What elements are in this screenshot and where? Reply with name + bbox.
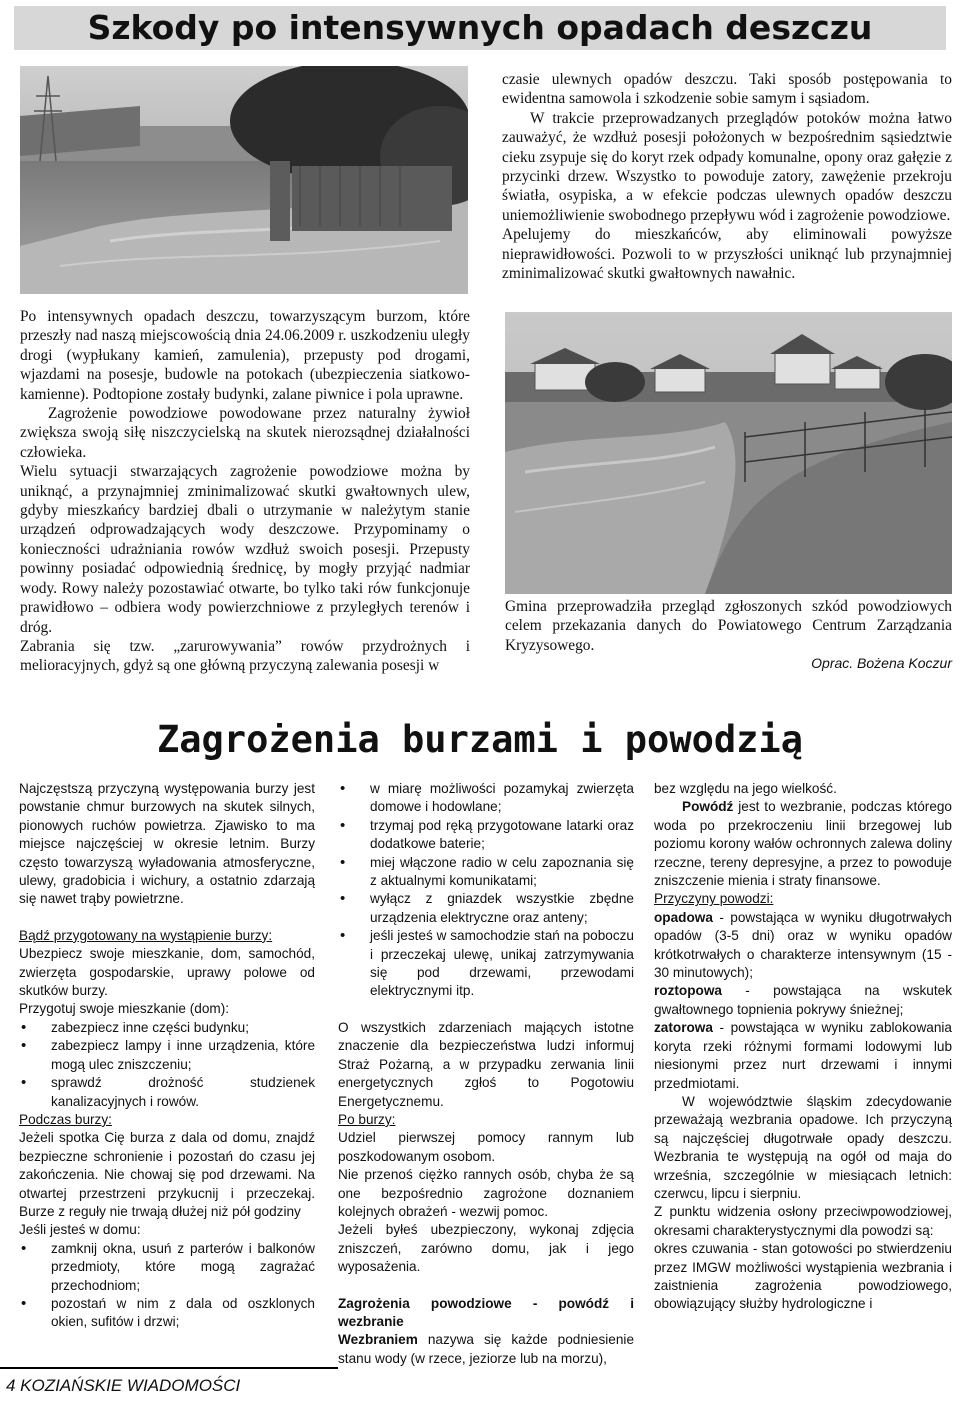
term-bold: zatorowa: [654, 1020, 713, 1036]
at-home-intro: Jeśli jesteś w domu:: [19, 1222, 141, 1238]
storm-column-2: [338, 780, 634, 1368]
cause-item: [654, 909, 952, 983]
term-bold: roztopowa: [654, 983, 722, 999]
powodz-text: jest to wezbranie, podczas którego woda po przekroczeniu linii brzegowej lub poziomu korony wałów ochronnych zalewa doliny rzeczne, tereny depresyjne, a przez to powoduje zniszczenie mienia i straty finansowe.: [654, 799, 952, 889]
after-heading: Po burzy:: [338, 1111, 396, 1127]
list-item: • trzymaj pod ręką przygotowane latarki oraz dodatkowe baterie;: [338, 817, 634, 854]
list-item: • zabezpiecz lampy i inne urządzenia, które mogą ulec zniszczeniu;: [19, 1037, 315, 1074]
powodz-paragraph: [654, 798, 952, 890]
article-paragraph: Po intensywnych opadach deszczu, towarzyszącym burzom, które przeszły nad naszą miejscowością dnia 24.06.2009 r. uszkodzeniu uległy drogi (wypłukany kamień, zamulenia), przepusty pod drogami, wjazdami na posesje, budowle na potokach (ubezpieczenia siatkowo-kamienne). Podtopione zostały budynki, zalane piwnice i pola uprawne.: [20, 308, 470, 403]
article-paragraph: Zagrożenie powodziowe powodowane przez naturalny żywioł zwiększa swoją siłę niszczycielską na skutek nierozsądnej działalności człowieka.: [20, 405, 470, 461]
author-credit: Oprac. Bożena Koczur: [811, 655, 952, 671]
intro-paragraph: Najczęstszą przyczyną występowania burzy jest powstanie chmur burzowych na skutek silnych, pionowych ruchów powietrza. Zjawisko to ma miejsce najczęściej w okresie letnim. Burzy często towarzyszą wyładowania atmosferyczne, ulewy, gradobicia i wichury, a ostatnio zdarzają się nawet trąby powietrzne.: [19, 781, 315, 907]
flood-paragraph: [338, 1331, 634, 1368]
prepare-paragraph: Ubezpiecz swoje mieszkanie, dom, samochód, zwierzęta gospodarskie, uprawy polowe od skutków burzy.: [19, 946, 315, 999]
defense-paragraph: Z punktu widzenia osłony przeciwpowodziowej, okresami charakterystycznymi dla powodzi są:: [654, 1204, 952, 1238]
article-paragraph: Wielu sytuacji stwarzających zagrożenie powodziowe można by uniknąć, a przynajmniej zminimalizować skutki gwałtownych ulew, gdyby mieszkańcy bardziej dbali o utrzymanie w należytym stanie urządzeń odprowadzających wody deszczowe. Przypominamy o konieczności udrażniania rowów wzdłuż swoich posesji. Przepusty powinny posiadać odpowiednią średnicę, by mogły przyjąć nadmiar wody. Rowy należy pozostawiać otwarte, bo tylko taki rów funkcjonuje prawidłowo – odbiera wody powierzchniowe z przyległych terenów i dróg.: [20, 463, 470, 636]
cause-item: [654, 1019, 952, 1093]
causes-heading: Przyczyny powodzi:: [654, 891, 774, 907]
continuation: bez względu na jego wielkość.: [654, 781, 837, 796]
flood-text: nazywa się każde podniesienie stanu wody (w rzece, jeziorze lub na morzu),: [338, 1332, 634, 1366]
list-item: • pozostań w nim z dala od oszklonych okien, sufitów i drzwi;: [19, 1295, 315, 1332]
home-bullet-list: [19, 1019, 315, 1111]
term-bold: Powódź: [682, 799, 734, 815]
flood-photo-fence: [20, 66, 468, 294]
cause-text: - powstająca w wyniku długotrwałych opadów (3-5 dni) oraz w wyniku opadów krótkotrwałych o charakterze intensywnym (15 - 30 minutowych);: [654, 909, 952, 981]
after-paragraph: Jeżeli byłeś ubezpieczony, wykonaj zdjęcia zniszczeń, zarówno domu, jak i jego wyposażenia.: [338, 1222, 634, 1275]
term-bold: Wezbraniem: [338, 1332, 418, 1348]
term-bold: opadowa: [654, 909, 713, 925]
during-paragraph: Jeżeli spotka Cię burza z dala od domu, znajdź bezpieczne schronienie i pozostań do czasu jej zakończenia. Nie chowaj się pod drzewami. Na otwartej przestrzeni przykucnij i przeczekaj. Burze z reguły nie trwają dłużej niż pół godziny: [19, 1130, 315, 1219]
silesia-paragraph: W województwie śląskim zdecydowanie przeważają wezbrania opadowe. Ich przyczyną są najczęściej długotrwałe opady deszczu. Wezbrania te występują na ogół od maja do września, szczególnie w miesiącach letnich: czerwcu, lipcu i sierpniu.: [654, 1093, 952, 1201]
list-item: • jeśli jesteś w samochodzie stań na poboczu i przeczekaj ulewę, unikaj zatrzymywania się pod drzewami, przewodami elektrycznymi itp.: [338, 927, 634, 1001]
storm-column-3: [654, 780, 952, 1314]
page-title: Szkody po intensywnych opadach deszczu: [14, 6, 946, 50]
home-intro: Przygotuj swoje mieszkanie (dom):: [19, 1001, 230, 1017]
cause-item: [654, 982, 952, 1019]
article-right-column: [502, 70, 952, 283]
page-footer: 4 KOZIAŃSKIE WIADOMOŚCI: [0, 1367, 338, 1403]
list-item: • sprawdź drożność studzienek kanalizacyjnych i rowów.: [19, 1074, 315, 1111]
list-item: • wyłącz z gniazdek wszystkie zbędne urządzenia elektryczne oraz anteny;: [338, 890, 634, 927]
during-heading: Podczas burzy:: [19, 1111, 112, 1127]
article-paragraph: W trakcie przeprowadzanych przeglądów potoków można łatwo zauważyć, że wzdłuż posesji położonych w bezpośrednim sąsiedztwie cieku zsypuje się do koryt rzek odpady komunalne, opony oraz gałęzie z przycinki drzew. Wszystko to powoduje zatory, zawężenie przekroju światła, osypiska, a w efekcie podczas ulewnych opadów deszczu uniemożliwienie swobodnego przepływu wód i zagrożenie powodziowe.: [502, 109, 952, 224]
list-item: • zamknij okna, usuń z parterów i balkonów przedmioty, które mogą zagrażać przechodniom;: [19, 1240, 315, 1295]
report-paragraph: O wszystkich zdarzeniach mających istotne znaczenie dla bezpieczeństwa ludzi informuj Straż Pożarną, a w przypadku zerwania linii energetycznych zgłoś to Pogotowiu Energetycznemu.: [338, 1019, 634, 1109]
storm-column-1: [19, 780, 315, 1332]
car-bullet-list: [338, 780, 634, 1001]
cause-text: - powstająca w wyniku zablokowania koryta rzeki różnymi formami lodowymi lub niesionymi przez nurt drzewami i innymi przedmiotami.: [654, 1020, 952, 1091]
flood-photo-houses: [505, 312, 952, 594]
list-item: • w miarę możliwości pozamykaj zwierzęta domowe i hodowlane;: [338, 780, 634, 817]
after-paragraph: Udziel pierwszej pomocy rannym lub poszkodowanym osobom.: [338, 1130, 634, 1164]
at-home-bullet-list: [19, 1240, 315, 1332]
article-paragraph: czasie ulewnych opadów deszczu. Taki sposób postępowania to ewidentna samowola i szkodzenie sobie samym i sąsiadom.: [502, 71, 952, 108]
article-paragraph: Apelujemy do mieszkańców, aby eliminowali powyższe nieprawidłowości. Pozwoli to w przyszłości uniknąć lub przynajmniej zminimalizować skutki gwałtownych nawałnic.: [502, 226, 952, 283]
flood-heading: Zagrożenia powodziowe - powódź i wezbranie: [338, 1295, 634, 1329]
cause-text: - powstająca na wskutek gwałtownego topnienia pokrywy śnieżnej;: [654, 983, 953, 1017]
article-paragraph: Zabrania się tzw. „zarurowywania” rowów przydrożnych i melioracyjnych, gdyż są one główną przyczyną zalewania posesji w: [20, 637, 470, 675]
prepare-heading: Bądź przygotowany na wystąpienie burzy:: [19, 927, 273, 943]
after-paragraph: Nie przenoś ciężko rannych osób, chyba że są one bezpośrednio zagrożone doznaniem kolejnych obrażeń - wezwij pomoc.: [338, 1167, 634, 1219]
list-item: • miej włączone radio w celu zapoznania się z aktualnymi komunikatami;: [338, 854, 634, 891]
photo-caption: Gmina przeprowadziła przegląd zgłoszonych szkód powodziowych celem przekazania danych do Powiatowego Centrum Zarządzania Kryzysowego.: [505, 598, 952, 654]
alert-paragraph: okres czuwania - stan gotowości po stwierdzeniu przez IMGW możliwości wystąpienia wezbrania i zaistnienia zagrożenia powodziowego, obowiązujący służby hydrologiczne i: [654, 1241, 952, 1312]
list-item: • zabezpiecz inne części budynku;: [19, 1019, 315, 1037]
section-title: Zagrożenia burzami i powodzią: [156, 718, 803, 761]
article-left-column: [20, 307, 470, 676]
